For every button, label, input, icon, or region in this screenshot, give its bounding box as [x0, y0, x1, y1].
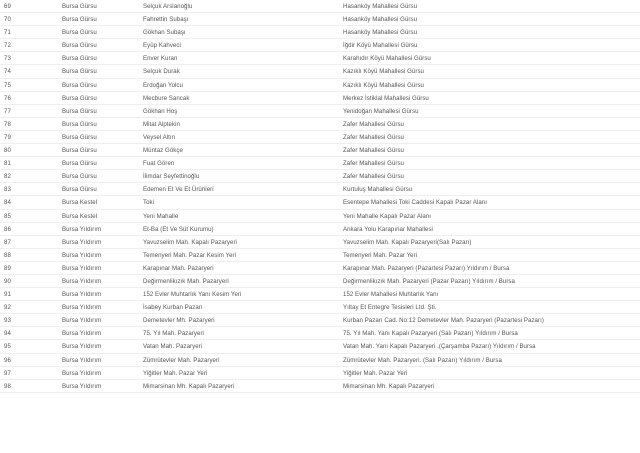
row-number: 75 — [4, 81, 11, 89]
district-cell: Bursa Yıldırım — [62, 343, 102, 351]
location-name-cell: Müntaz Gökçe — [143, 147, 183, 155]
row-number: 71 — [4, 29, 11, 37]
location-name-cell: Yiğitler Mah. Pazar Yeri — [143, 369, 208, 377]
table-row — [0, 131, 640, 144]
table-row — [0, 262, 640, 275]
row-number: 88 — [4, 251, 11, 259]
row-number: 76 — [4, 94, 11, 102]
row-number: 97 — [4, 369, 11, 377]
address-cell: Mimarsinan Mh. Kapalı Pazaryeri — [343, 382, 435, 390]
table-row — [0, 236, 640, 249]
district-cell: Bursa Gürsu — [62, 29, 97, 37]
table-row — [0, 170, 640, 183]
address-cell: Esentepe Mahallesi Toki Caddesi Kapalı Pazar Alanı — [343, 199, 487, 207]
district-cell: Bursa Yıldırım — [62, 251, 102, 259]
district-cell: Bursa Yıldırım — [62, 264, 102, 272]
table-row — [0, 105, 640, 118]
location-name-cell: Vatan Mah. Pazaryeri — [143, 343, 203, 351]
location-name-cell: Mecbure Sancak — [143, 94, 190, 102]
address-cell: Yıltay Et Entegre Tesisleri Ltd. Şti. — [343, 304, 437, 312]
location-name-cell: Eyüp Kahveci — [143, 42, 181, 50]
address-cell: Zafer Mahallesi Gürsu — [343, 160, 404, 168]
location-name-cell: Temenyeri Mah. Pazar Kesim Yeri — [143, 251, 236, 259]
row-number: 90 — [4, 277, 11, 285]
row-number: 69 — [4, 3, 11, 10]
address-cell: Temenyeri Mah. Pazar Yeri — [343, 251, 418, 259]
location-name-cell: Yavuzselim Mah. Kapalı Pazaryeri — [143, 238, 237, 246]
location-name-cell: Veysel Altın — [143, 133, 176, 141]
address-cell: Kurban Pazarı Cad. No:12 Demetevler Mah. Pazaryeri (Pazartesi Pazarı) — [343, 317, 544, 325]
district-cell: Bursa Yıldırım — [62, 356, 102, 364]
table-row — [0, 0, 640, 13]
address-cell: Kazıklı Köyü Mahallesi Gürsu — [343, 68, 424, 76]
location-name-cell: Demetevler Mh. Pazaryeri — [143, 317, 215, 325]
district-cell: Bursa Kestel — [62, 212, 98, 220]
location-name-cell: Yeni Mahalle — [143, 212, 179, 220]
row-number: 74 — [4, 68, 11, 76]
row-number: 89 — [4, 264, 11, 272]
district-cell: Bursa Gürsu — [62, 68, 97, 76]
district-cell: Bursa Gürsu — [62, 3, 97, 10]
table-row — [0, 327, 640, 340]
location-name-cell: Edemen Et Ve Et Ürünleri — [143, 186, 214, 194]
location-name-cell: Zümrütevler Mah. Pazaryeri — [143, 356, 220, 364]
address-cell: Yeni Mahalle Kapalı Pazar Alanı — [343, 212, 432, 220]
location-name-cell: Karapınar Mah. Pazaryeri — [143, 264, 214, 272]
table-row — [0, 275, 640, 288]
row-number: 70 — [4, 16, 11, 24]
district-cell: Bursa Yıldırım — [62, 330, 102, 338]
table-row — [0, 52, 640, 65]
table-row — [0, 288, 640, 301]
district-cell: Bursa Gürsu — [62, 160, 97, 168]
table-row — [0, 340, 640, 353]
row-number: 72 — [4, 42, 11, 50]
address-cell: Hasanköy Mahallesi Gürsu — [343, 16, 418, 24]
table-row — [0, 249, 640, 262]
address-cell: Ankara Yolu Karapınar Mahallesi — [343, 225, 433, 233]
address-cell: Kazıklı Köyü Mahallesi Gürsu — [343, 81, 424, 89]
location-name-cell: Fahrettin Subaşı — [143, 16, 189, 24]
location-name-cell: İlimdar Seyfettinoğlu — [143, 173, 200, 181]
row-number: 96 — [4, 356, 11, 364]
row-number: 81 — [4, 160, 11, 168]
row-number: 82 — [4, 173, 11, 181]
district-cell: Bursa Gürsu — [62, 133, 97, 141]
address-cell: İğdir Köyü Mahallesi Gürsu — [343, 42, 418, 50]
row-number: 92 — [4, 304, 11, 312]
row-number: 78 — [4, 120, 11, 128]
row-number: 84 — [4, 199, 11, 207]
location-name-cell: Gökhan Hoş — [143, 107, 178, 115]
location-name-cell: Enver Kuran — [143, 55, 178, 63]
location-name-cell: Mimarsinan Mh. Kapalı Pazaryeri — [143, 382, 235, 390]
address-cell: 152 Evler Mahallesi Muhtarlık Yanı — [343, 291, 439, 299]
district-cell: Bursa Yıldırım — [62, 225, 102, 233]
location-name-cell: Toki — [143, 199, 155, 207]
address-cell: Zafer Mahallesi Gürsu — [343, 147, 404, 155]
district-cell: Bursa Gürsu — [62, 16, 97, 24]
location-name-cell: 75. Yıl Mah. Pazaryeri — [143, 330, 204, 338]
row-number: 91 — [4, 291, 11, 299]
district-cell: Bursa Gürsu — [62, 55, 97, 63]
district-cell: Bursa Yıldırım — [62, 369, 102, 377]
table-row — [0, 144, 640, 157]
table-row — [0, 210, 640, 223]
table-row — [0, 39, 640, 52]
address-cell: Değirmenlikızık Mah. Pazaryeri (Pazar Pazarı) Yıldırım / Bursa — [343, 277, 515, 285]
table-row — [0, 301, 640, 314]
location-name-cell: Selçuk Durak — [143, 68, 180, 76]
district-cell: Bursa Yıldırım — [62, 382, 102, 390]
table-row — [0, 157, 640, 170]
row-number: 93 — [4, 317, 11, 325]
location-name-cell: Selçuk Arslanoğlu — [143, 3, 193, 10]
address-cell: Hasanköy Mahallesi Gürsu — [343, 29, 418, 37]
address-cell: Yavuzselim Mah. Kapalı Pazaryeri(Salı Pazarı) — [343, 238, 472, 246]
address-cell: 75. Yıl Mah. Yanı Kapalı Pazaryeri (Salı Pazarı) Yıldırım / Bursa — [343, 330, 518, 338]
row-number: 87 — [4, 238, 11, 246]
address-cell: Vatan Mah. Yanı Kapalı Pazaryeri .(Çarşamba Pazarı) Yıldırım / Bursa — [343, 343, 536, 351]
table-row — [0, 79, 640, 92]
district-cell: Bursa Gürsu — [62, 147, 97, 155]
table-row — [0, 380, 640, 393]
district-cell: Bursa Gürsu — [62, 107, 97, 115]
row-number: 83 — [4, 186, 11, 194]
district-cell: Bursa Gürsu — [62, 173, 97, 181]
location-name-cell: 152 Evler Muhtarlık Yanı Kesim Yeri — [143, 291, 242, 299]
district-cell: Bursa Yıldırım — [62, 291, 102, 299]
table-row — [0, 65, 640, 78]
address-cell: Karahıdır Köyü Mahallesi Gürsu — [343, 55, 431, 63]
row-number: 79 — [4, 133, 11, 141]
row-number: 95 — [4, 343, 11, 351]
row-number: 86 — [4, 225, 11, 233]
district-cell: Bursa Gürsu — [62, 186, 97, 194]
address-cell: Zafer Mahallesi Gürsu — [343, 173, 404, 181]
location-name-cell: Mitat Alptekin — [143, 120, 180, 128]
address-cell: Zümrütevler Mah. Pazaryeri. (Salı Pazarı) Yıldırım / Bursa — [343, 356, 502, 364]
table-row — [0, 26, 640, 39]
table-row — [0, 183, 640, 196]
table-row — [0, 118, 640, 131]
table-row — [0, 367, 640, 380]
table-row — [0, 13, 640, 26]
location-name-cell: Erdoğan Yolcu — [143, 81, 183, 89]
row-number: 77 — [4, 107, 11, 115]
row-number: 80 — [4, 147, 11, 155]
district-cell: Bursa Gürsu — [62, 94, 97, 102]
district-cell: Bursa Yıldırım — [62, 317, 102, 325]
table-row — [0, 354, 640, 367]
district-cell: Bursa Yıldırım — [62, 304, 102, 312]
location-name-cell: Et-Ba (Et Ve Süt Kurumu) — [143, 225, 214, 233]
row-number: 85 — [4, 212, 11, 220]
district-cell: Bursa Gürsu — [62, 81, 97, 89]
location-name-cell: Değirmenlikızık Mah. Pazaryeri — [143, 277, 229, 285]
address-cell: Zafer Mahallesi Gürsu — [343, 133, 404, 141]
address-cell: Hasanköy Mahallesi Gürsu — [343, 3, 418, 10]
district-cell: Bursa Kestel — [62, 199, 98, 207]
district-cell: Bursa Yıldırım — [62, 277, 102, 285]
district-cell: Bursa Gürsu — [62, 42, 97, 50]
address-cell: Karapınar Mah. Pazaryeri (Pazartesi Pazarı) Yıldırım / Bursa — [343, 264, 510, 272]
address-cell: Kurtuluş Mahallesi Gürsu — [343, 186, 413, 194]
table-row — [0, 223, 640, 236]
address-cell: Yiğitler Mah. Pazar Yeri — [343, 369, 408, 377]
address-cell: Yenidoğan Mahallesi Gürsu — [343, 107, 419, 115]
table-row — [0, 314, 640, 327]
district-cell: Bursa Yıldırım — [62, 238, 102, 246]
row-number: 94 — [4, 330, 11, 338]
row-number: 98 — [4, 382, 11, 390]
table-row — [0, 92, 640, 105]
row-number: 73 — [4, 55, 11, 63]
location-name-cell: İsabey Kurban Pazarı — [143, 304, 203, 312]
location-name-cell: Fuat Gören — [143, 160, 175, 168]
table-row — [0, 196, 640, 209]
location-name-cell: Gökhan Subaşı — [143, 29, 186, 37]
address-cell: Zafer Mahallesi Gürsu — [343, 120, 404, 128]
address-cell: Merkez İstiklal Mahallesi Gürsu — [343, 94, 429, 102]
district-cell: Bursa Gürsu — [62, 120, 97, 128]
